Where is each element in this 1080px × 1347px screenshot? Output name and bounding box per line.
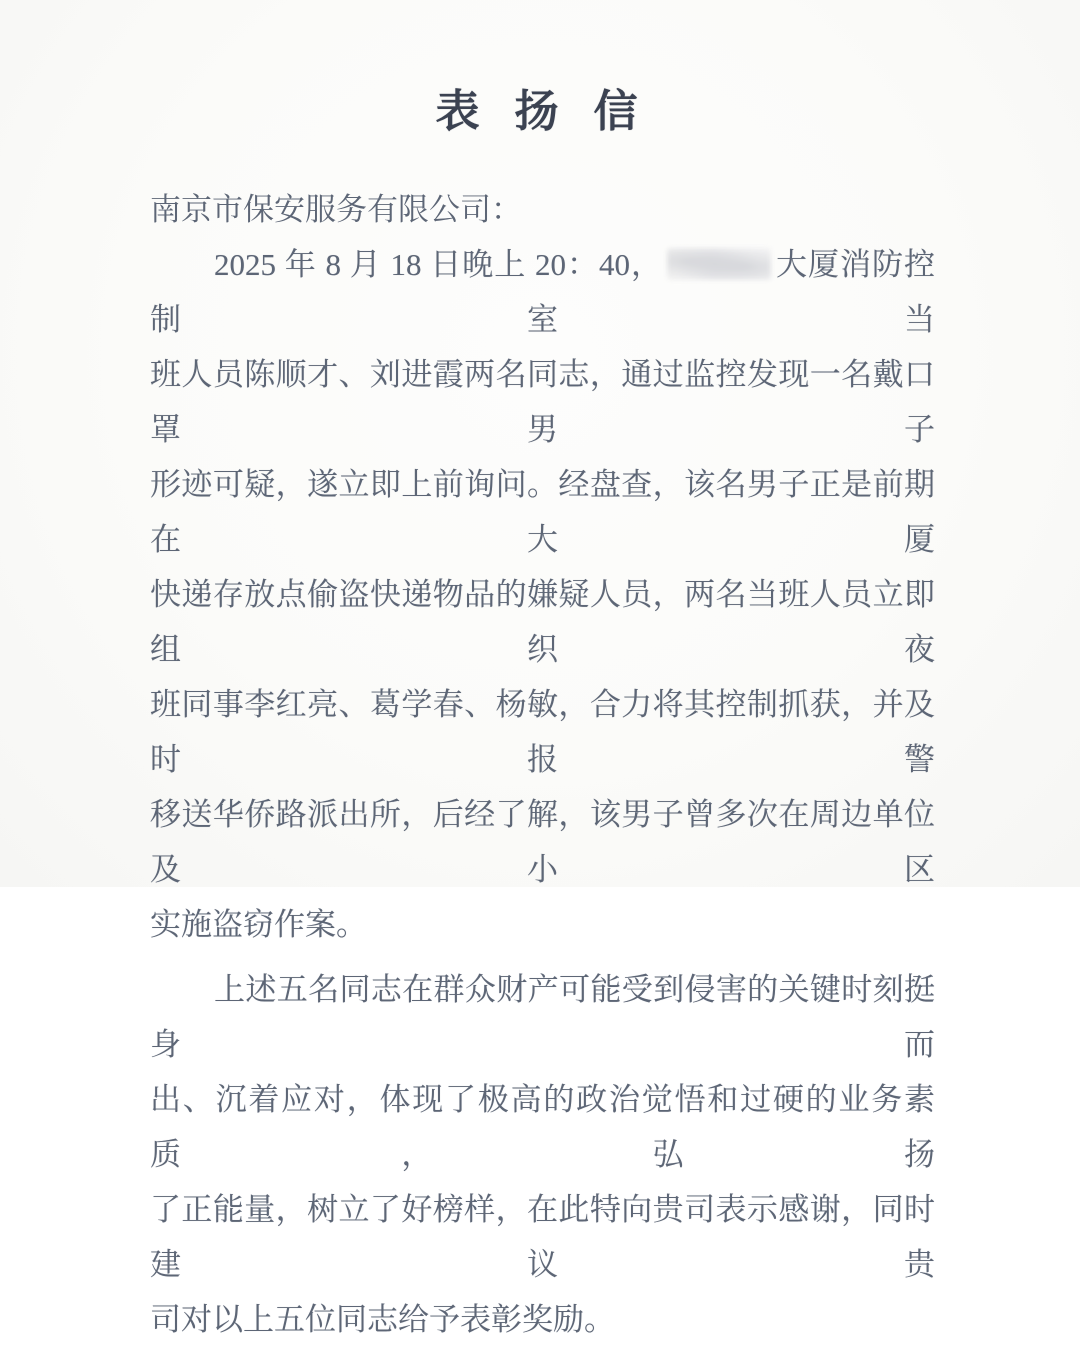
body-line: 了正能量，树立了好榜样，在此特向贵司表示感谢，同时建议贵	[150, 1192, 935, 1282]
body-line	[150, 237, 935, 347]
letter-title: 表 扬 信	[435, 87, 650, 136]
body-line: 司对以上五位同志给予表彰奖励。	[150, 1302, 615, 1337]
incident-datetime-text: 2025 年 8 月 18 日晚上 20：40，	[214, 247, 663, 282]
body-line: 出、沉着应对，体现了极高的政治觉悟和过硬的业务素质，弘扬	[150, 1082, 935, 1172]
body-line: 实施盗窃作案。	[150, 907, 367, 942]
paragraph-2	[150, 962, 935, 1347]
body-line: 快递存放点偷盗快递物品的嫌疑人员，两名当班人员立即组织夜	[150, 577, 935, 667]
body-line: 班人员陈顺才、刘进霞两名同志，通过监控发现一名戴口罩男子	[150, 357, 935, 447]
salutation-line: 南京市保安服务有限公司：	[150, 192, 522, 227]
body-line: 班同事李红亮、葛学春、杨敏，合力将其控制抓获，并及时报警	[150, 687, 935, 777]
incident-location-text: 大厦消防控制室当	[150, 247, 935, 337]
paragraph-1	[150, 237, 935, 952]
body-line: 形迹可疑，遂立即上前询问。经盘查，该名男子正是前期在大厦	[150, 467, 935, 557]
body-line: 上述五名同志在群众财产可能受到侵害的关键时刻挺身而	[150, 972, 935, 1062]
letter-body	[150, 0, 935, 1347]
redacted-text	[667, 248, 771, 280]
body-line: 移送华侨路派出所，后经了解，该男子曾多次在周边单位及小区	[150, 797, 935, 887]
